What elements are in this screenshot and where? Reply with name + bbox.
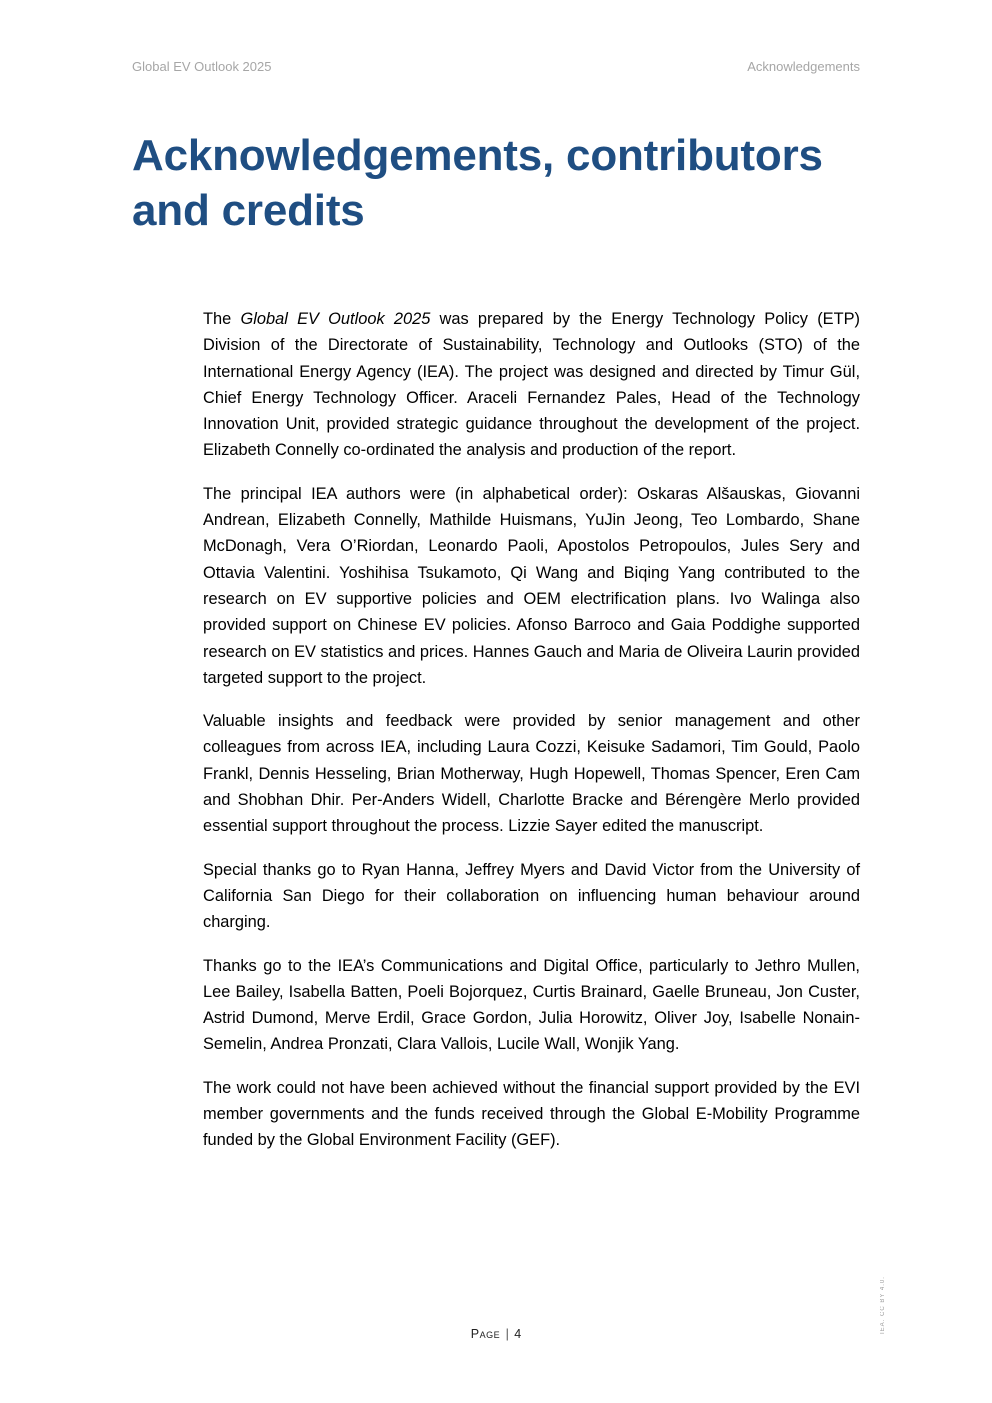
- page-title: Acknowledgements, contributors and credits: [132, 131, 823, 235]
- paragraph-insights-feedback: Valuable insights and feedback were provided by senior management and other colleagues from across IEA, including Laura Cozzi, Keisuke Sadamori, Tim Gould, Paolo Frankl, Dennis Hesseling, Brian Motherway, Hugh Hopewell, Thomas Spencer, Eren Cam and Shobhan Dhir. Per-Anders Widell, Charlotte Bracke and Bérengère Merlo provided essential support throughout the process. Lizzie Sayer edited the manuscript.: [203, 712, 860, 836]
- body-text: [203, 306, 860, 1171]
- paragraph-prepared-by: [203, 306, 860, 464]
- page-separator: |: [505, 1327, 509, 1341]
- paragraph-lead: The: [203, 310, 241, 328]
- paragraph-communications-thanks: Thanks go to the IEA’s Communications and Digital Office, particularly to Jethro Mullen, Lee Bailey, Isabella Batten, Poeli Bojorquez, Curtis Brainard, Gaelle Bruneau, Jon Custer, Astrid Dumond, Merve Erdil, Grace Gordon, Julia Horowitz, Oliver Joy, Isabelle Nonain-Semelin, Andrea Pronzati, Clara Vallois, Lucile Wall, Wonjik Yang.: [203, 956, 860, 1054]
- header-report-title: Global EV Outlook 2025: [132, 59, 272, 74]
- license-mark: IEA. CC BY 4.0.: [880, 1276, 886, 1334]
- page-number: 4: [514, 1327, 522, 1341]
- paragraph-principal-authors: The principal IEA authors were (in alphabetical order): Oskaras Alšauskas, Giovanni Andrean, Elizabeth Connelly, Mathilde Huismans, YuJin Jeong, Teo Lombardo, Shane McDonagh, Vera O’Riordan, Leonardo Paoli, Apostolos Petropoulos, Jules Sery and Ottavia Valentini. Yoshihisa Tsukamoto, Qi Wang and Biqing Yang contributed to the research on EV supportive policies and OEM electrification plans. Ivo Walinga also provided support on Chinese EV policies. Afonso Barroco and Gaia Poddighe supported research on EV statistics and prices. Hannes Gauch and Maria de Oliveira Laurin provided targeted support to the project.: [203, 484, 860, 687]
- page-label: Page: [470, 1327, 501, 1341]
- page-footer: [0, 1326, 992, 1342]
- report-title-italic: Global EV Outlook 2025: [240, 310, 431, 328]
- header-section-title: Acknowledgements: [747, 59, 860, 74]
- paragraph-rest: was prepared by the Energy Technology Policy (ETP) Division of the Directorate of Sustainability, Technology and Outlooks (STO) of the International Energy Agency (IEA). The project was designed and directed by Timur Gül, Chief Energy Technology Officer. Araceli Fernandez Pales, Head of the Technology Innovation Unit, provided strategic guidance throughout the development of the project. Elizabeth Connelly co-ordinated the analysis and production of the report.: [203, 310, 860, 460]
- paragraph-financial-support: The work could not have been achieved without the financial support provided by the EVI member governments and the funds received through the Global E-Mobility Programme funded by the Global Environment Facility (GEF).: [203, 1078, 860, 1150]
- running-header: [132, 59, 860, 75]
- paragraph-special-thanks: Special thanks go to Ryan Hanna, Jeffrey Myers and David Victor from the University of California San Diego for their collaboration on influencing human behaviour around charging.: [203, 860, 860, 932]
